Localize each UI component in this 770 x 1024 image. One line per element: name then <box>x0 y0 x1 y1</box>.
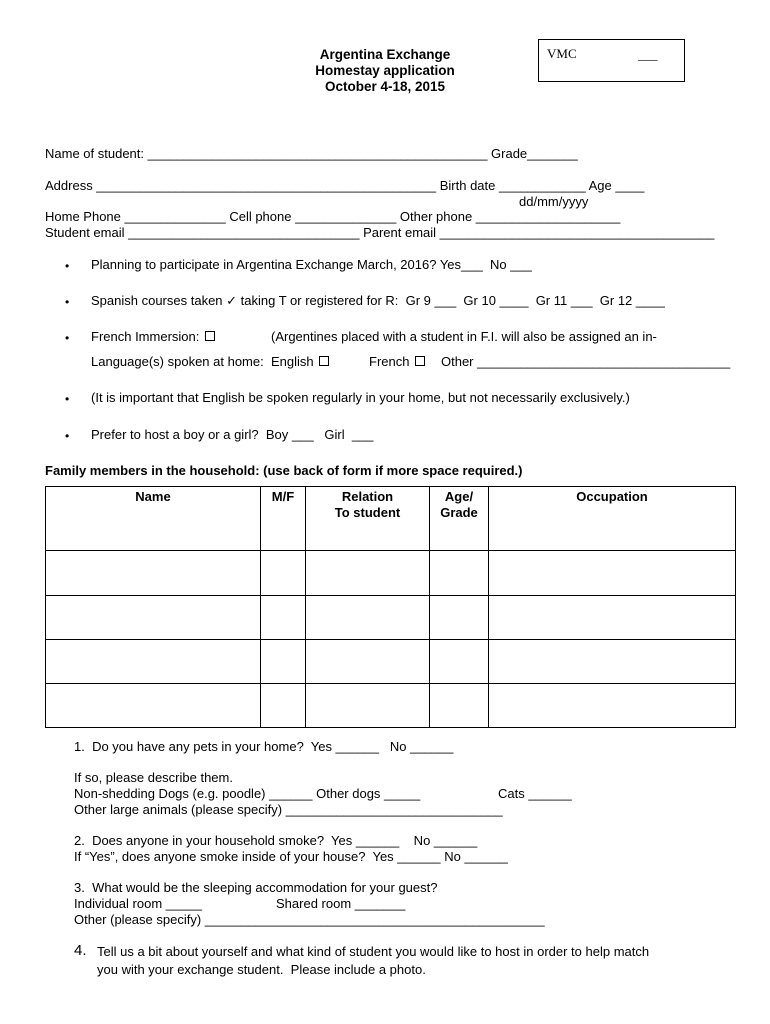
french-label: French <box>369 354 410 369</box>
q1-cats[interactable]: Cats ______ <box>498 786 572 801</box>
bullet-icon: • <box>65 259 70 273</box>
student-name-grade-line[interactable]: Name of student: _______________________________________________ Grade_______ <box>45 146 578 161</box>
table-row <box>46 684 736 728</box>
french-option <box>369 354 425 370</box>
phone-line[interactable]: Home Phone ______________ Cell phone ______________ Other phone ____________________ <box>45 209 621 224</box>
table-cell[interactable] <box>430 596 489 640</box>
table-cell[interactable] <box>261 684 306 728</box>
english-note: (It is important that English be spoken regularly in your home, but not necessarily exclusively.) <box>91 390 630 405</box>
col-mf-header: M/F <box>261 487 306 551</box>
french-immersion-checkbox[interactable] <box>205 331 215 341</box>
q1-describe: If so, please describe them. <box>74 770 233 785</box>
q2-smoke[interactable]: 2. Does anyone in your household smoke? Yes ______ No ______ <box>74 833 478 848</box>
q4-number: 4. <box>74 942 87 959</box>
family-table <box>45 486 736 728</box>
table-cell[interactable] <box>46 551 261 596</box>
email-line[interactable]: Student email ________________________________ Parent email ______________________________________ <box>45 225 715 240</box>
table-cell[interactable] <box>261 596 306 640</box>
col-name-header: Name <box>46 487 261 551</box>
bullet-icon: • <box>65 429 70 443</box>
q1-dogs[interactable]: Non-shedding Dogs (e.g. poodle) ______ Other dogs _____ <box>74 786 421 801</box>
col-occupation-header: Occupation <box>489 487 736 551</box>
vmc-label: VMC <box>547 46 577 61</box>
table-cell[interactable] <box>489 551 736 596</box>
table-cell[interactable] <box>430 684 489 728</box>
other-language-field[interactable]: Other ___________________________________ <box>441 354 731 369</box>
q3-sleeping: 3. What would be the sleeping accommodation for your guest? <box>74 880 438 895</box>
table-cell[interactable] <box>306 640 430 684</box>
french-checkbox[interactable] <box>415 356 425 366</box>
languages-label: Language(s) spoken at home: English <box>91 354 314 369</box>
col-age-header: Age/ Grade <box>430 487 489 551</box>
form-title: Argentina Exchange <box>319 47 451 62</box>
bullet-icon: • <box>65 331 70 345</box>
q4-line2: you with your exchange student. Please include a photo. <box>97 962 426 977</box>
table-cell[interactable] <box>306 551 430 596</box>
table-cell[interactable] <box>489 640 736 684</box>
bullet-icon: • <box>65 392 70 406</box>
q4-line1: Tell us a bit about yourself and what kind of student you would like to host in order to help match <box>97 944 650 959</box>
bullet-spanish-courses[interactable]: Spanish courses taken ✓ taking T or registered for R: Gr 9 ___ Gr 10 ____ Gr 11 ___ Gr 12 ____ <box>91 293 665 308</box>
q1-pets[interactable]: 1. Do you have any pets in your home? Yes ______ No ______ <box>74 739 454 754</box>
q1-other-animals[interactable]: Other large animals (please specify) ______________________________ <box>74 802 503 817</box>
q3-other[interactable]: Other (please specify) _______________________________________________ <box>74 912 545 927</box>
vmc-blank: ___ <box>638 47 658 62</box>
english-checkbox[interactable] <box>319 356 329 366</box>
address-birthdate-age-line[interactable]: Address _______________________________________________ Birth date ____________ Age ____ <box>45 178 645 193</box>
table-cell[interactable] <box>306 684 430 728</box>
table-row <box>46 551 736 596</box>
form-subtitle: Homestay application <box>315 63 455 78</box>
table-cell[interactable] <box>489 596 736 640</box>
bullet-exchange-participation[interactable]: Planning to participate in Argentina Exchange March, 2016? Yes___ No ___ <box>91 257 532 272</box>
family-heading: Family members in the household: (use back of form if more space required.) <box>45 463 523 478</box>
q2-smoke-inside[interactable]: If “Yes”, does anyone smoke inside of your house? Yes ______ No ______ <box>74 849 508 864</box>
q3-shared-room[interactable]: Shared room _______ <box>276 896 406 911</box>
table-cell[interactable] <box>489 684 736 728</box>
table-row <box>46 596 736 640</box>
table-cell[interactable] <box>46 684 261 728</box>
table-row <box>46 640 736 684</box>
table-cell[interactable] <box>261 640 306 684</box>
table-cell[interactable] <box>430 640 489 684</box>
table-cell[interactable] <box>261 551 306 596</box>
french-immersion-row <box>91 329 215 345</box>
vmc-box <box>538 39 685 82</box>
table-cell[interactable] <box>306 596 430 640</box>
date-format-hint: dd/mm/yyyy <box>519 194 589 209</box>
french-immersion-label: French Immersion: <box>91 329 200 344</box>
q3-individual-room[interactable]: Individual room _____ <box>74 896 202 911</box>
table-cell[interactable] <box>46 596 261 640</box>
bullet-host-preference[interactable]: Prefer to host a boy or a girl? Boy ___ Girl ___ <box>91 427 374 442</box>
family-table-header <box>46 487 736 551</box>
languages-row <box>91 354 329 370</box>
col-relation-header: Relation To student <box>306 487 430 551</box>
french-immersion-note: (Argentines placed with a student in F.I. will also be assigned an in- <box>271 329 657 344</box>
table-cell[interactable] <box>430 551 489 596</box>
form-dates: October 4-18, 2015 <box>324 79 446 94</box>
table-cell[interactable] <box>46 640 261 684</box>
bullet-icon: • <box>65 295 70 309</box>
